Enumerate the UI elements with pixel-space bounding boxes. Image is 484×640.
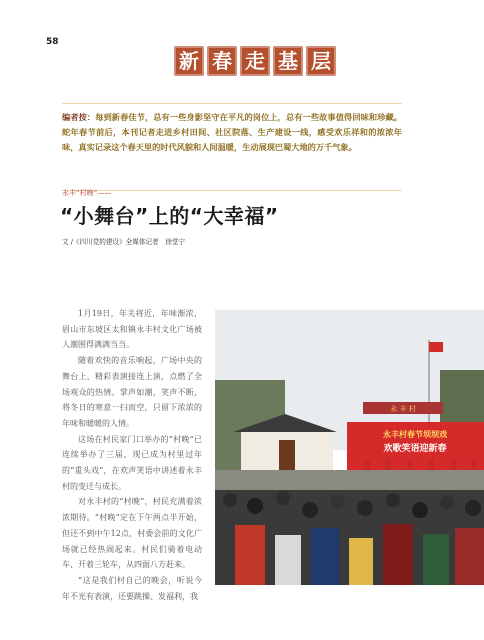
editor-note-box bbox=[62, 103, 402, 191]
article-tag-dash: —— bbox=[97, 189, 112, 197]
body-paragraph: 1月19日，年关将近，年味渐浓，眉山市东坡区太和镇永丰村文化广场被人潮围得满满当当。 bbox=[62, 309, 202, 350]
section-banner bbox=[174, 46, 336, 76]
body-paragraph: 对永丰村的“村晚”，村民充满着浓浓期待。“村晚”定在下午两点半开始，但还不到中午12点，村委会前的文化广场就已经热闹起来。村民们骑着电动车、开着三轮车，从四面八方赶来。 bbox=[62, 497, 202, 570]
photo-backdrop-line2: 欢歌笑语迎新春 bbox=[383, 444, 447, 454]
body-paragraph: 这场在村民家门口举办的“村晚”已连续举办了三届，现已成为村里过年的“重头戏”，在欢声笑语中讲述着永丰村的变迁与成长。 bbox=[62, 434, 202, 491]
body-paragraph: 随着欢快的音乐响起，广场中央的舞台上，精彩表演接连上演，点燃了全场观众的热情。掌声如潮，笑声不断，将冬日的寒意一扫而空，只留下浓浓的年味和暖暖的人情。 bbox=[62, 356, 202, 428]
article-tag-label: 永丰“村晚” bbox=[62, 189, 98, 197]
photo-backdrop-line1: 永丰村春节坝坝戏 bbox=[383, 430, 447, 439]
photo-flag bbox=[429, 342, 443, 352]
article-tag bbox=[62, 188, 111, 198]
banner-char: 春 bbox=[207, 46, 237, 76]
event-photo bbox=[215, 310, 484, 585]
article-body bbox=[62, 306, 202, 604]
banner-char: 基 bbox=[273, 46, 303, 76]
banner-char: 层 bbox=[306, 46, 336, 76]
editor-note-lead: 编者按： bbox=[62, 112, 96, 122]
body-paragraph: “这是我们村自己的晚会，听说今年不光有表演，还要跳操、发福利，我 bbox=[62, 575, 202, 601]
editor-note-text: 每到新春佳节，总有一些身影坚守在平凡的岗位上，总有一些故事值得回味和珍藏。蛇年春节前后，本刊记者走进乡村田间、社区院落、生产建设一线，感受欢乐祥和的浓浓年味，真实记录这个春天里的时代风貌和人间温暖，生动展现巴蜀大地的万千气象。 bbox=[62, 112, 402, 152]
article-byline: 文 /《四川党的建设》全媒体记者 徐堂宁 bbox=[62, 238, 186, 246]
banner-char: 走 bbox=[240, 46, 270, 76]
banner-char: 新 bbox=[174, 46, 204, 76]
page-number: 58 bbox=[46, 37, 59, 47]
photo-crowd bbox=[215, 490, 484, 585]
editor-note bbox=[62, 110, 402, 155]
photo-arch-text: 永 丰 村 bbox=[390, 405, 416, 413]
article-title: “小舞台”上的“大幸福” bbox=[60, 204, 279, 228]
photo-building-door bbox=[279, 440, 295, 470]
event-photo-illustration bbox=[215, 310, 484, 585]
